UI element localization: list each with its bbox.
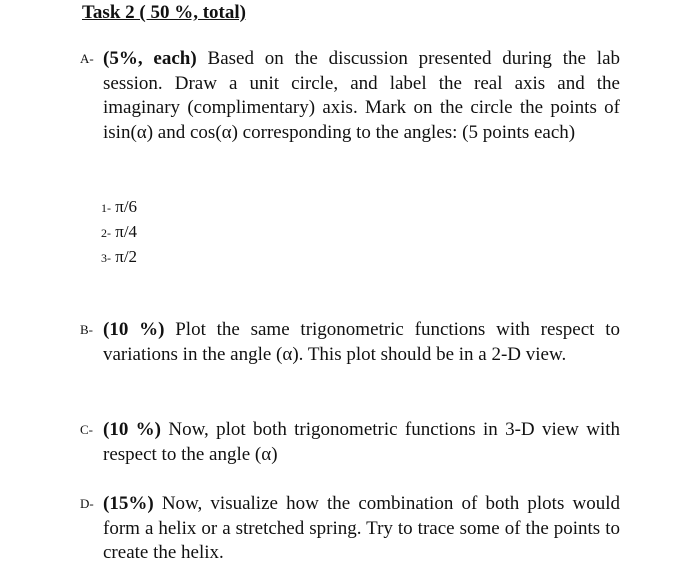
question-c <box>80 418 620 467</box>
question-d-marker: D- <box>80 496 94 511</box>
question-d <box>80 492 620 566</box>
question-d-body: Now, visualize how the combination of both plots would form a helix or a stretched spring. Try to trace some of the points to create the helix. <box>103 493 620 563</box>
question-d-text <box>103 492 620 566</box>
angle-item-1 <box>101 196 137 219</box>
question-a <box>80 47 620 145</box>
question-c-body: Now, plot both trigonometric functions in 3-D view with respect to the angle (α) <box>103 419 621 465</box>
question-a-body: Based on the discussion presented during the lab session. Draw a unit circle, and label the real axis and the imaginary (complimentary) axis. Mark on the circle the points of isin(α) and cos(α) corresponding to the angles: (5 points each) <box>103 48 620 143</box>
question-d-weight: (15%) <box>103 493 154 514</box>
angle-3-value: π/2 <box>115 247 138 266</box>
question-b-marker: B- <box>80 322 93 337</box>
question-a-weight: (5%, each) <box>103 48 197 69</box>
angle-2-value: π/4 <box>115 222 138 241</box>
question-b <box>80 318 620 367</box>
question-b-text <box>103 318 620 367</box>
question-a-marker: A- <box>80 51 94 66</box>
question-c-marker: C- <box>80 422 93 437</box>
angle-item-3 <box>101 246 137 269</box>
question-c-weight: (10 %) <box>103 419 161 440</box>
question-b-weight: (10 %) <box>103 319 165 340</box>
angle-1-value: π/6 <box>115 197 138 216</box>
question-b-body: Plot the same trigonometric functions with respect to variations in the angle (α). This plot should be in a 2-D view. <box>103 319 621 365</box>
angle-3-number: 3- <box>101 251 111 265</box>
question-c-text <box>103 418 620 467</box>
question-a-text <box>103 47 620 145</box>
angle-1-number: 1- <box>101 201 111 215</box>
angle-item-2 <box>101 221 137 244</box>
task-title: Task 2 ( 50 %, total) <box>82 2 246 23</box>
angle-2-number: 2- <box>101 226 111 240</box>
